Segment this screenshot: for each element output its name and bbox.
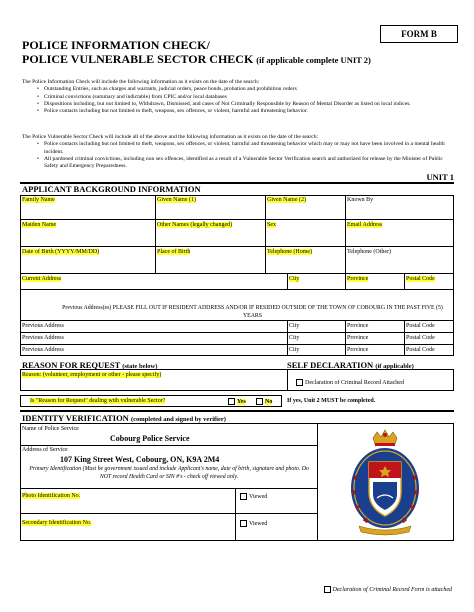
police-crest-icon [345, 428, 425, 536]
divider [20, 410, 454, 412]
known-by-label: Known By [347, 197, 374, 203]
photo-id-field[interactable] [22, 493, 80, 499]
identity-header [22, 413, 226, 423]
col-divider [265, 195, 266, 273]
previous-city-field[interactable]: City [289, 347, 300, 353]
col-divider [404, 320, 405, 356]
other-names-label: Other Names (legally changed) [157, 222, 233, 228]
checkbox-icon [228, 398, 235, 405]
viewed-label: Viewed [249, 493, 268, 500]
previous-postal-field[interactable]: Postal Code [406, 323, 435, 329]
family-name-label: Family Name [22, 197, 55, 203]
pic-bullet: • Police contacts including but not limited to theft, weapons, sex offences, or violent, harmful and threatening behavior. [44, 108, 452, 115]
previous-city-field[interactable]: City [289, 335, 300, 341]
primary-id-note: Primary Identification (Must be government issued and include Applicant's name, date of birth, signature and photo. Do NOT record Health Card or SIN #'s - check off viewed only. [29, 466, 309, 480]
given-name-2-field[interactable] [267, 197, 306, 203]
checkbox-icon [296, 379, 303, 386]
title-main: POLICE VULNERABLE SECTOR CHECK [22, 52, 254, 66]
secondary-id-viewed-checkbox[interactable] [240, 520, 267, 527]
pic-description [22, 79, 452, 115]
row-divider [20, 273, 454, 274]
telephone-home-label: Telephone (Home) [267, 249, 313, 255]
col-divider [404, 273, 405, 290]
police-service-label: Name of Police Service [22, 426, 79, 432]
postal-code-field[interactable] [406, 276, 435, 282]
other-names-field[interactable] [157, 222, 232, 228]
previous-postal-field[interactable]: Postal Code [406, 335, 435, 341]
address-service-value: 107 King Street West, Cobourg, ON, K9A 2M4 [60, 455, 220, 464]
yes-label: Yes [237, 398, 246, 405]
given-name-2-label: Given Name (2) [267, 197, 306, 203]
checkbox-icon [256, 398, 263, 405]
vsc-intro: The Police Vulnerable Sector Check will include all of the above and the following information as it exists on the date of the search: [22, 134, 319, 140]
row-divider [20, 344, 454, 345]
title-sub: (if applicable complete UNIT 2) [256, 55, 371, 65]
self-declaration-title: SELF DECLARATION [287, 360, 374, 370]
telephone-home-field[interactable] [267, 249, 312, 255]
previous-city-field[interactable]: City [289, 323, 300, 329]
no-checkbox[interactable] [256, 398, 272, 405]
telephone-other-label: Telephone (Other) [347, 249, 392, 255]
checkbox-icon [240, 520, 247, 527]
pic-bullet: • Outstanding Entries, such as charges and warrants, judicial orders, peace bonds, probation and prohibition orders [44, 86, 452, 93]
unit2-note: If yes, Unit 2 MUST be completed. [287, 398, 376, 404]
vulnerable-question [30, 398, 165, 404]
col-divider [235, 488, 236, 541]
applicant-header: APPLICANT BACKGROUND INFORMATION [22, 184, 201, 194]
current-address-field[interactable] [22, 276, 61, 282]
pic-intro: The Police Information Check will include the following information as it exists on the date of the search: [22, 79, 260, 85]
family-name-field[interactable] [22, 197, 55, 203]
row-divider [20, 219, 454, 220]
row-divider [20, 445, 318, 446]
identity-sub: (completed and signed by verifier) [130, 416, 226, 423]
row-divider [20, 513, 318, 514]
reason-sub: (state below) [122, 363, 158, 370]
footer-note: Declaration of Criminal Record Form is attached [332, 586, 452, 593]
address-service-label: Address of Service [22, 447, 68, 453]
photo-id-label: Photo Identification No. [22, 493, 81, 499]
maiden-name-field[interactable] [22, 222, 56, 228]
viewed-label: Viewed [249, 520, 268, 527]
maiden-name-label: Maiden Name [22, 222, 57, 228]
col-divider [287, 369, 288, 391]
telephone-other-field[interactable] [347, 249, 391, 255]
given-name-1-label: Given Name (1) [157, 197, 196, 203]
previous-address-field[interactable]: Previous Address [22, 335, 64, 341]
reason-field[interactable] [22, 372, 161, 378]
col-divider [345, 195, 346, 273]
given-name-1-field[interactable] [157, 197, 196, 203]
col-divider [287, 320, 288, 356]
title-line2 [22, 52, 371, 67]
previous-postal-field[interactable]: Postal Code [406, 347, 435, 353]
pic-bullets [22, 86, 452, 115]
city-field[interactable] [289, 276, 299, 282]
vsc-bullets [22, 141, 452, 170]
photo-id-viewed-checkbox[interactable] [240, 493, 267, 500]
col-divider [345, 320, 346, 356]
form-label: FORM B [380, 25, 458, 43]
city-label: City [289, 276, 300, 282]
footer-note-checkbox[interactable] [324, 586, 452, 593]
title-line1: POLICE INFORMATION CHECK/ [22, 38, 210, 52]
self-declaration-sub: (if applicable) [375, 363, 414, 370]
previous-address-field[interactable]: Previous Address [22, 347, 64, 353]
province-field[interactable] [347, 276, 368, 282]
previous-address-field[interactable]: Previous Address [22, 323, 64, 329]
previous-province-field[interactable]: Province [347, 335, 369, 341]
applicant-table [20, 195, 454, 290]
self-declaration-label: Declaration of Criminal Record Attached [305, 379, 404, 386]
known-by-field[interactable] [347, 197, 373, 203]
row-divider [20, 246, 454, 247]
police-service-value: Cobourg Police Service [110, 434, 190, 443]
previous-address-table [20, 320, 454, 356]
secondary-id-field[interactable] [22, 520, 91, 526]
dob-label: Date of Birth (YYYY/MM/DD) [22, 249, 100, 255]
email-field[interactable] [347, 222, 382, 228]
col-divider [155, 195, 156, 273]
pic-bullet: • Criminal convictions (summary and indictable) from CPIC and/or local databases [44, 94, 452, 101]
reason-title: REASON FOR REQUEST [22, 360, 121, 370]
dob-field[interactable] [22, 249, 99, 255]
vsc-bullet: • Police contacts including but not limited to theft, weapons, sex offences, or violent, harmful and threatening behavior which may or may not have been involved in a mental health incident. [44, 141, 452, 156]
secondary-id-label: Secondary Identification No. [22, 520, 92, 526]
current-address-label: Current Address [22, 276, 62, 282]
col-divider [345, 273, 346, 290]
vsc-bullet: • All pardoned criminal convictions, including non sex offences, identified as a result of a Vulnerable Sector Verification search and authorized for release by the Minister of Public Safety and Emergency Preparedness. [44, 156, 452, 171]
vsc-description [22, 134, 452, 170]
previous-province-field[interactable]: Province [347, 323, 369, 329]
yes-checkbox[interactable] [228, 398, 246, 405]
previous-province-field[interactable]: Province [347, 347, 369, 353]
unit1-label: UNIT 1 [426, 172, 454, 182]
place-of-birth-label: Place of Birth [157, 249, 191, 255]
checkbox-icon [324, 586, 331, 593]
identity-title: IDENTITY VERIFICATION [22, 413, 129, 423]
no-label: No [265, 398, 273, 405]
place-of-birth-field[interactable] [157, 249, 190, 255]
row-divider [20, 332, 454, 333]
province-label: Province [347, 276, 369, 282]
vulnerable-question-label: Is "Reason for Request" dealing with vulnerable Sector? [30, 398, 166, 404]
row-divider [20, 488, 318, 489]
previous-address-note: Previous Address(es) PLEASE FILL OUT IF RESIDENT ADDRESS AND/OR IF RESIDED OUTSIDE OF THE TOWN OF COBOURG IN THE PAST FIVE (5) YEARS [62, 305, 443, 319]
self-declaration-checkbox[interactable] [296, 379, 404, 386]
sex-field[interactable] [267, 222, 276, 228]
postal-code-label: Postal Code [406, 276, 435, 282]
pic-bullet: • Dispositions including, but not limited to, Withdrawn, Dismissed, and cases of Not Criminally Responsible by Reason of Mental Disorder as listed on local indices. [44, 101, 452, 108]
sex-label: Sex [267, 222, 276, 228]
col-divider [287, 273, 288, 290]
checkbox-icon [240, 493, 247, 500]
reason-label: Reason: (volunteer, employment or other - please specify) [22, 372, 162, 378]
email-label: Email Address [347, 222, 383, 228]
